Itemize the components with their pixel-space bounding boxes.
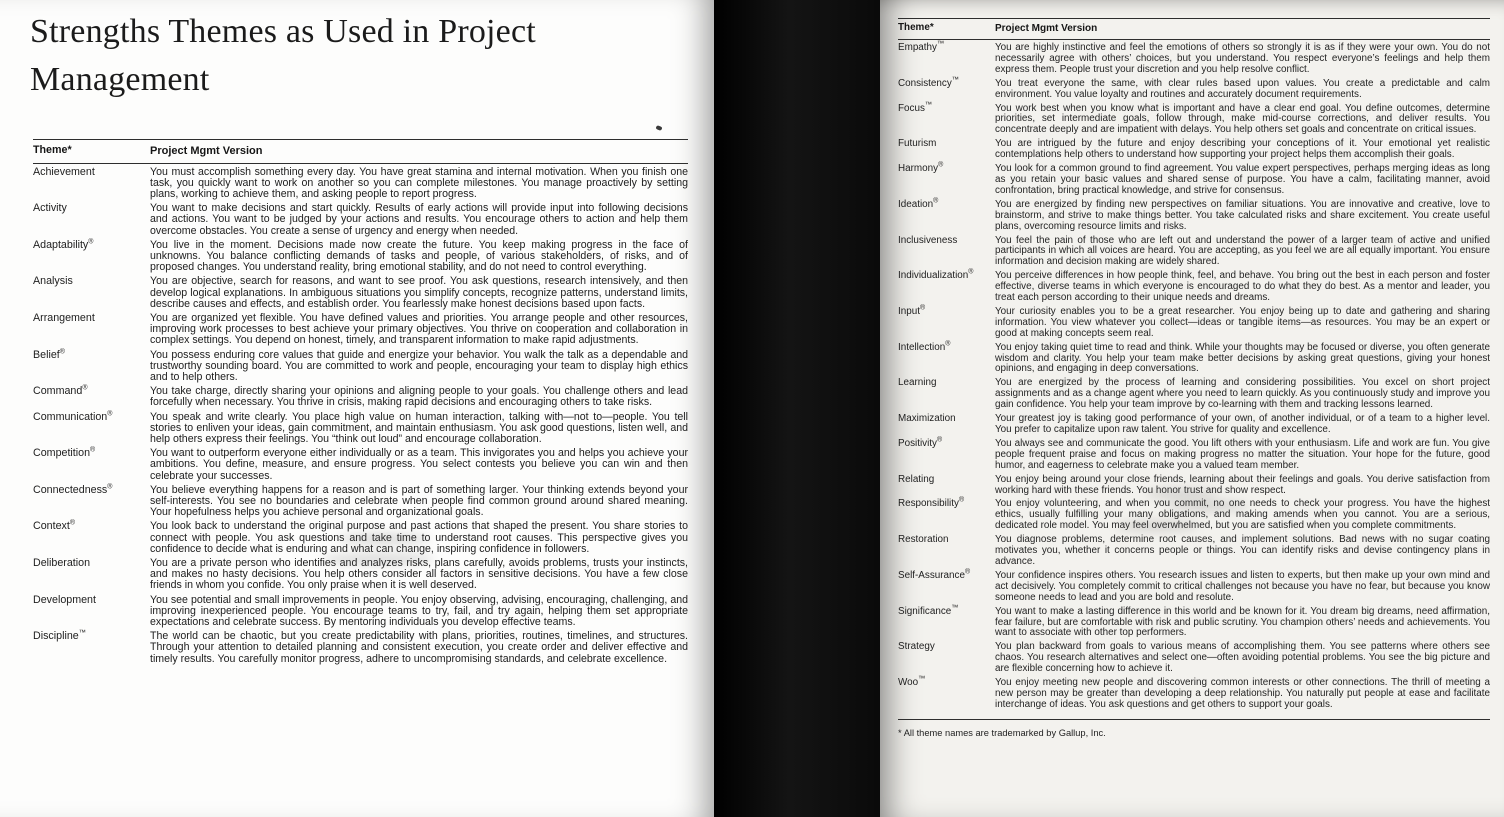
table-row: [898, 139, 1490, 161]
theme-description: You enjoy being around your close friends, learning about their feelings and goals. You derive satisfaction from working hard with these friends. You honor trust and show respect.: [995, 473, 1490, 496]
page-gutter: [714, 0, 880, 817]
theme-description: Your confidence inspires others. You research issues and listen to experts, but then make up your own mind and act decisively. You completely commit to critical challenges not because you have no fear, but because you know someone needs to lead and you are bold and resolute.: [995, 569, 1490, 603]
theme-name: Self-Assurance®: [898, 568, 971, 581]
trademark-symbol: ™: [924, 101, 932, 109]
left-table-body: [33, 167, 688, 665]
table-row: [898, 236, 1490, 269]
theme-description: You look back to understand the original purpose and past actions that shaped the present. You share stories to connect with people. You ask questions and take time to understand root causes. This perspective gives you confidence to decide what is enduring and what can change, inspiring confidence in followers.: [150, 520, 688, 555]
theme-name: Adaptability®: [33, 238, 94, 251]
table-header: [898, 18, 1490, 40]
theme-name: Responsibility®: [898, 497, 965, 510]
theme-name: Analysis: [33, 275, 73, 288]
table-row: [898, 40, 1490, 76]
left-page: [0, 0, 714, 817]
trademark-footnote: * All theme names are trademarked by Gallup, Inc.: [898, 719, 1490, 738]
table-row: [33, 412, 688, 446]
theme-description: You are objective, search for reasons, and want to see proof. You ask questions, research intensively, and then develop logical explanations. In ambiguous situations you simplify concepts, recognize patterns, understand limits, describe causes and effects, and establish order. You fearlessly make honest decisions based upon facts.: [150, 275, 688, 310]
trademark-symbol: ™: [918, 675, 926, 683]
scan-artifact: [655, 125, 662, 131]
theme-name: Focus™: [898, 101, 932, 114]
theme-description: You are energized by finding new perspectives on familiar situations. You are innovative and creative, love to brainstorm, and strive to make things better. You take calculated risks and share excitement. You create useful plans, overcoming resource limits and risks.: [995, 198, 1490, 232]
trademark-symbol: ®: [59, 348, 65, 356]
theme-name: Development: [33, 593, 96, 606]
trademark-symbol: ™: [78, 629, 86, 637]
theme-name: Learning: [898, 377, 937, 389]
theme-description: You always see and communicate the good. You lift others with your enthusiasm. Life and work are fun. You give people frequent praise and focus on making progress no matter the situation. Your hope for the future, good humor, and eagerness to celebrate make you a valued team member.: [995, 437, 1490, 471]
table-row: [33, 558, 688, 592]
theme-description: You are organized yet flexible. You have defined values and priorities. You arrange people and other resources, improving work processes to best achieve your primary objectives. You thrive on cooperation and collaboration in complex settings. You depend on honest, timely, and transparent information to make rapid adjustments.: [150, 311, 688, 347]
theme-description: You plan backward from goals to various means of accomplishing them. You see patterns where others see chaos. You research alternatives and select one—often avoiding potential problems. You see the big picture and are flexible concerning how to achieve it.: [995, 641, 1490, 675]
table-row: [898, 378, 1490, 411]
table-row: [898, 76, 1490, 101]
trademark-symbol: ®: [968, 268, 974, 276]
right-page: [880, 0, 1504, 817]
theme-description: You enjoy taking quiet time to read and think. While your thoughts may be focused or diverse, you often generate wisdom and clarity. You help your team make better decisions by asking great questions, giving your honest opinions, and engaging in deep conversations.: [995, 341, 1490, 375]
theme-name: Woo™: [898, 675, 926, 689]
theme-description: Your curiosity enables you to be a great researcher. You enjoy being up to date and gathering and sharing information. You view whatever you collect—ideas or tangible items—as resources. You may be an expert or good at making concepts seem real.: [995, 305, 1490, 339]
version-column-header: Project Mgmt Version: [150, 144, 263, 157]
table-row: [898, 499, 1490, 532]
theme-description: You feel the pain of those who are left out and understand the power of a larger team of active and unified participants in which all voices are heard. You are accepting, as you feel we are all equally important. You ensure information and decision making are widely shared.: [995, 234, 1490, 268]
theme-name: Achievement: [33, 165, 95, 178]
theme-description: You diagnose problems, determine root causes, and implement solutions. Bad news with no sugar coating motivates you, whether it concerns people or things. You can identify risks and devise contingency plans in advance.: [995, 534, 1490, 567]
table-row: [33, 276, 688, 310]
theme-name: Futurism: [898, 138, 937, 150]
theme-name: Communication®: [33, 410, 113, 423]
trademark-symbol: ™: [951, 604, 959, 612]
trademark-symbol: ®: [958, 497, 965, 505]
theme-description: You are a private person who identifies and analyzes risks, plans carefully, avoids problems, trusts your instincts, and makes no hasty decisions. You help others consider all factors in sensitive decisions. You have a few close friends in whom you confide. You only praise when it is well deserved.: [150, 557, 688, 592]
theme-name: Maximization: [898, 413, 956, 425]
theme-name: Significance™: [898, 604, 959, 617]
theme-description: The world can be chaotic, but you create predictability with plans, priorities, routines, timelines, and structures. Through your attention to detailed planning and consistent execution, you create order and deliver effective and timely results. You carefully monitor progress, adhere to uncompromising standards, and celebrate excellence.: [150, 630, 688, 665]
theme-name: Competition®: [33, 446, 96, 460]
left-theme-table: [33, 139, 688, 665]
theme-name: Deliberation: [33, 557, 91, 570]
theme-description: You want to outperform everyone either individually or as a team. This invigorates you and helps you achieve your ambitions. You define, measure, and ensure progress. You select contests you believe you can win and then celebrate your successes.: [150, 447, 688, 482]
theme-name: Activity: [33, 202, 67, 215]
theme-name: Context®: [33, 519, 76, 533]
theme-name: Input®: [898, 304, 926, 317]
theme-name: Consistency™: [898, 76, 959, 89]
trademark-symbol: ®: [69, 519, 76, 527]
trademark-symbol: ®: [964, 568, 971, 576]
theme-description: You must accomplish something every day. You have great stamina and internal motivation. When you finish one task, you quickly want to work on another so you can complete milestones. You manage proactively by setting plans, working to achieve them, and asking people to report progress.: [150, 165, 688, 200]
table-row: [33, 240, 688, 274]
table-row: [33, 485, 688, 519]
table-row: [33, 595, 688, 629]
table-row: [898, 101, 1490, 137]
table-row: [898, 475, 1490, 497]
theme-description: You live in the moment. Decisions made now create the future. You keep making progress in the face of unknowns. You balance conflicting demands of tasks and people, of various stakeholders, of risks, and of proposed changes. You understand reality, bring emotional stability, and do not need to control everything.: [150, 238, 688, 274]
trademark-symbol: ®: [107, 410, 113, 418]
trademark-symbol: ™: [951, 76, 959, 84]
table-row: [898, 642, 1490, 675]
theme-description: You perceive differences in how people think, feel, and behave. You bring out the best in each person and foster effective, diverse teams in which everyone is encouraged to do what they do best. As a mentor and leader, you treat each person according to their unique needs and dreams.: [995, 270, 1490, 304]
theme-name: Discipline™: [33, 629, 86, 643]
table-row: [33, 386, 688, 408]
theme-description: You possess enduring core values that guide and energize your behavior. You walk the talk as a dependable and trustworthy sounding board. You are committed to work and people, encouraging your team to display high ethics and to help others.: [150, 348, 688, 383]
table-row: [898, 414, 1490, 436]
table-row: [898, 535, 1490, 568]
theme-name: Restoration: [898, 534, 949, 546]
theme-description: You want to make decisions and start quickly. Results of early actions will provide input into following decisions and actions. You want to be judged by your actions and results. You encourage others to action and help them overcome obstacles. You create a sense of urgency and energy when needed.: [150, 202, 688, 237]
theme-column-header: Theme*: [33, 143, 72, 156]
trademark-symbol: ™: [936, 40, 944, 48]
theme-name: Intellection®: [898, 340, 951, 353]
theme-description: You enjoy volunteering, and when you commit, no one needs to check your progress. You have the highest ethics, usually fulfilling your many obligations, and making amends when you cannot. You are a serious, dedicated role model. You may feel overwhelmed, but you are satisfied when you complete commitments.: [995, 498, 1490, 532]
table-row: [898, 340, 1490, 376]
page-title: Strengths Themes as Used in Project Management: [30, 13, 536, 99]
right-table-body: [898, 40, 1490, 711]
theme-name: Harmony®: [898, 161, 944, 175]
theme-description: You are energized by the process of learning and considering possibilities. You excel on short project assignments and as a change agent where you need to learn quickly. As you continuously study and improve you gain confidence. You help your team improve by co-learning with them and tracking lessons learned.: [995, 377, 1490, 411]
table-row: [33, 448, 688, 482]
theme-name: Inclusiveness: [898, 234, 958, 246]
theme-name: Empathy™: [898, 40, 944, 53]
theme-name: Ideation®: [898, 197, 939, 210]
theme-description: You are highly instinctive and feel the emotions of others so strongly it is as if they were your own. You do not necessarily agree with others’ choices, but you understand. You respect everyone’s feelings and help them express them. People trust your discretion and you help resolve conflict.: [995, 42, 1490, 75]
table-row: [898, 568, 1490, 604]
theme-name: Positivity®: [898, 436, 943, 449]
trademark-symbol: ®: [933, 197, 939, 205]
theme-name: Individualization®: [898, 268, 974, 282]
table-row: [898, 436, 1490, 472]
trademark-symbol: ®: [919, 304, 926, 312]
theme-name: Connectedness®: [33, 483, 113, 496]
theme-description: You treat everyone the same, with clear rules based upon values. You create a predictable and calm environment. You value loyalty and routines and accurately document requirements.: [995, 77, 1490, 100]
table-row: [898, 304, 1490, 340]
right-theme-table: [898, 18, 1490, 711]
table-row: [33, 631, 688, 665]
table-row: [898, 604, 1490, 640]
trademark-symbol: ®: [82, 384, 88, 392]
trademark-symbol: ®: [107, 483, 113, 491]
theme-description: You want to make a lasting difference in this world and be known for it. You dream big dreams, need affirmation, fear failure, but are comfortable with risk and public scrutiny. You champion others’ needs and achievements. You want to associate with other top performers.: [995, 605, 1490, 639]
theme-name: Strategy: [898, 641, 935, 653]
table-row: [898, 197, 1490, 233]
theme-name: Arrangement: [33, 311, 95, 324]
theme-name: Command®: [33, 384, 88, 398]
trademark-symbol: ®: [938, 161, 944, 169]
table-row: [898, 161, 1490, 197]
table-row: [33, 313, 688, 347]
theme-description: You work best when you know what is important and have a clear end goal. You define outcomes, determine priorities, set intermediate goals, follow through, make mid-course corrections, and deliver results. You concentrate deeply and are impatient with delays. You help others set goals and concentrate on critical issues.: [995, 102, 1490, 136]
version-column-header: Project Mgmt Version: [995, 23, 1098, 34]
trademark-symbol: ®: [945, 340, 951, 348]
theme-description: You believe everything happens for a reason and is part of something larger. Your thinking extends beyond your self-interests. You see no boundaries and celebrate when people find common ground around shared meaning. Your hopefulness helps you achieve personal and organizational goals.: [150, 483, 688, 519]
table-header: [33, 139, 688, 164]
theme-description: You enjoy meeting new people and discovering common interests or other connections. The thrill of meeting a new person may be greater than developing a deep relationship. You naturally put people at ease and facilitate interchange of ideas. You ask questions and get others to support your goals.: [995, 677, 1490, 710]
table-row: [33, 203, 688, 237]
table-row: [33, 167, 688, 201]
theme-name: Belief®: [33, 348, 65, 361]
table-row: [33, 521, 688, 555]
theme-description: You are intrigued by the future and enjoy describing your conceptions of it. Your emotional yet realistic contemplations help others to understand how supporting your project helps them accomplish their goals.: [995, 138, 1490, 161]
theme-description: Your greatest joy is taking good performance of your own, of another individual, or of a team to a higher level. You prefer to capitalize upon raw talent. You strive for quality and excellence.: [995, 413, 1490, 435]
trademark-symbol: ®: [88, 238, 94, 246]
trademark-symbol: ®: [90, 446, 96, 454]
trademark-symbol: ®: [936, 436, 943, 444]
theme-name: Relating: [898, 473, 935, 485]
table-row: [33, 350, 688, 384]
theme-description: You see potential and small improvements in people. You enjoy observing, advising, encouraging, challenging, and improving inexperienced people. You encourage teams to try, fail, and try again, helping them set appropriate expectations and celebrate success. By mentoring individuals you develop effective teams.: [150, 593, 688, 629]
theme-description: You look for a common ground to find agreement. You value expert perspectives, perhaps merging ideas as long as you retain your basic values and shared sense of purpose. You have a calm, facilitating manner, avoid confrontation, bring practical knowledge, and strive for consensus.: [995, 163, 1490, 196]
theme-description: You take charge, directly sharing your opinions and aligning people to your goals. You challenge others and lead forcefully when necessary. You thrive in crisis, making rapid decisions and encouraging others to take risks.: [150, 385, 688, 409]
theme-description: You speak and write clearly. You place high value on human interaction, talking with—not to—people. You tell stories to enliven your ideas, gain commitment, and maintain enthusiasm. You ask good questions, listen well, and help others express their feelings. You “think out loud” and encourage collaboration.: [150, 410, 688, 445]
table-row: [898, 675, 1490, 711]
table-row: [898, 268, 1490, 304]
theme-column-header: Theme*: [898, 22, 934, 33]
